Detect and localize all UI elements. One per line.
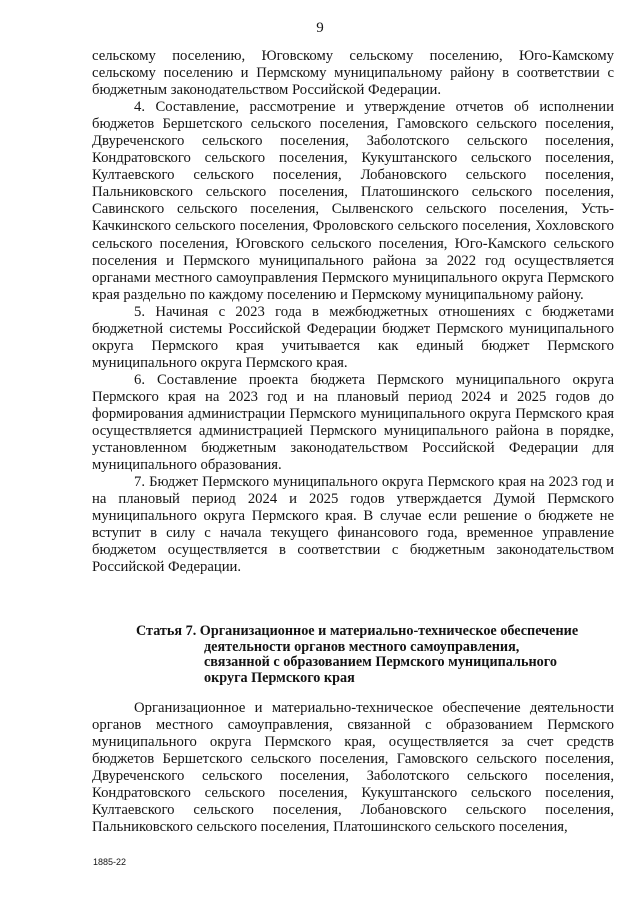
- paragraph-continuation: сельскому поселению, Юговскому сельскому поселению, Юго-Камскому сельскому поселению и Пермскому муниципальному району в соответствии с бюджетным законодательством Российской Федерации.: [92, 48, 614, 99]
- paragraph-item-4: 4. Составление, рассмотрение и утверждение отчетов об исполнении бюджетов Бершетского сельского поселения, Гамовского сельского поселения, Двуреченского сельского поселения, Заболотского сельского поселения, Кондратовского сельского поселения, Кукуштанского сельского поселения, Култаевского сельского поселения, Лобановского сельского поселения, Пальниковского сельского поселения, Платошинского сельского поселения, Савинского сельского поселения, Сылвенского сельского поселения, Усть-Качкинского сельского поселения, Фроловского сельского поселения, Хохловского сельского поселения, Юговского сельского поселения, Юго-Камского сельского поселения и Пермского муниципального района за 2022 год осуществляется органами местного самоуправления Пермского муниципального округа Пермского края раздельно по каждому поселению и Пермскому муниципальному району.: [92, 99, 614, 303]
- article-7-heading: [136, 624, 616, 686]
- page-number: 9: [316, 20, 324, 36]
- article-heading-line: Статья 7. Организационное и материально-техническое обеспечение: [136, 623, 579, 639]
- paragraph-item-6: 6. Составление проекта бюджета Пермского муниципального округа Пермского края на 2023 год и на плановый период 2024 и 2025 годов до формирования администрации Пермского муниципального округа Пермского края осуществляется администрацией Пермского муниципального района в порядке, установленном бюджетным законодательством Российской Федерации для муниципального образования.: [92, 371, 614, 474]
- article-heading-line: деятельности органов местного самоуправления,: [204, 638, 520, 655]
- article-heading-line: связанной с образованием Пермского муниципального: [204, 654, 557, 671]
- article-7-body: [92, 700, 614, 836]
- body-text: [92, 48, 614, 576]
- paragraph-item-7: 7. Бюджет Пермского муниципального округа Пермского края на 2023 год и на плановый период 2024 и 2025 годов утверждается Думой Пермского муниципального округа Пермского края. В случае если решение о бюджете не вступит в силу с начала текущего финансового года, временное управление бюджетом осуществляется в соответствии с бюджетным законодательством Российской Федерации.: [92, 474, 614, 576]
- paragraph-item-5: 5. Начиная с 2023 года в межбюджетных отношениях с бюджетами бюджетной системы Российской Федерации бюджет Пермского муниципального округа Пермского края учитывается как единый бюджет Пермского муниципального округа Пермского края.: [92, 303, 614, 371]
- article-7-paragraph: Организационное и материально-техническое обеспечение деятельности органов местного самоуправления, связанной с образованием Пермского муниципального округа Пермского края, осуществляется за счет средств бюджетов Бершетского сельского поселения, Гамовского сельского поселения, Двуреченского сельского поселения, Заболотского сельского поселения, Кондратовского сельского поселения, Кукуштанского сельского поселения, Култаевского сельского поселения, Лобановского сельского поселения, Пальниковского сельского поселения, Платошинского сельского поселения,: [92, 700, 614, 836]
- document-code: 1885-22: [93, 857, 127, 867]
- article-heading-line: округа Пермского края: [204, 669, 355, 686]
